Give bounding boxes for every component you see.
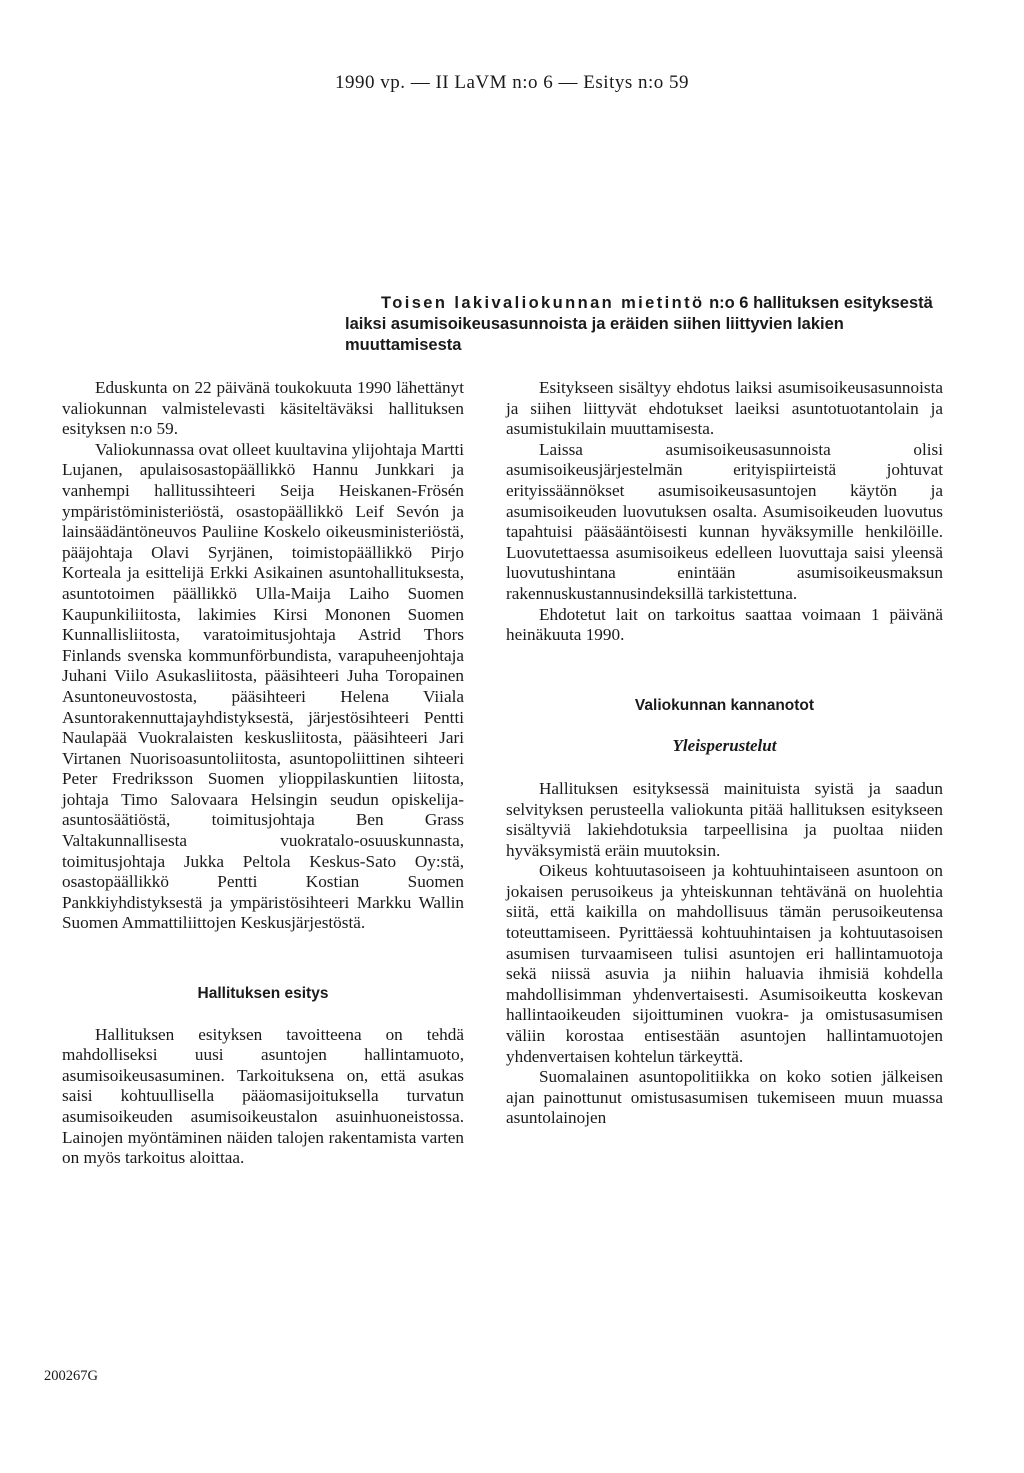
paragraph: Valiokunnassa ovat olleet kuultavina ylijohtaja Martti Lujanen, apulaisosastopäällikkö Hannu Junkkari ja vanhempi hallitussihteeri Seija Heiskanen-Frösén ympäristöministeriöstä, osastopäällikkö Leif Sevón ja lainsäädäntöneuvos Pauliine Koskelo oikeusministeriöstä, pääjohtaja Olavi Syrjänen, toimistopäällikkö Pirjo Korteala ja esittelijä Erkki Asikainen asuntohallituksesta, asuntotoimen päällikkö Ulla-Maija Laiho Suomen Kaupunkiliitosta, lakimies Kirsi Mononen Suomen Kunnallisliitosta, varatoimitusjohtaja Astrid Thors Finlands svenska kommunförbundista, varapuheenjohtaja Juhani Viilo Asukasliitosta, pääsihteeri Juha Toropainen Asuntoneuvostosta, pääsihteeri Helena Viiala Asuntorakennuttajayhdistyksestä, järjestösihteeri Pentti Naulapää Vuokralaisten keskusliitosta, pääsihteeri Jari Virtanen Nuorisoasuntoliitosta, asuntopoliittinen sihteeri Peter Fredriksson Suomen ylioppilaskuntien liitosta, johtaja Timo Salovaara Helsingin seudun opiskelija-asuntosäätiöstä, toimitusjohtaja Ben Grass Valtakunnallisesta vuokratalo-osuuskunnasta, toimitusjohtaja Jukka Peltola Keskus-Sato Oy:stä, osastopäällikkö Pentti Kostian Suomen Pankkiyhdistyksestä ja ympäristösihteeri Markku Wallin Suomen Ammattiliittojen Keskusjärjestöstä. bbox=[62, 439, 464, 933]
document-title bbox=[345, 293, 955, 356]
sub-heading-yleisperustelut: Yleisperustelut bbox=[672, 736, 777, 756]
document-title-lead: Toisen lakivaliokunnan mietintö bbox=[381, 294, 705, 312]
paragraph: Esitykseen sisältyy ehdotus laiksi asumisoikeusasunnoista ja siihen liittyvät ehdotukset laeiksi asuntotuotantolain ja asumistukilain muuttamisesta. bbox=[506, 378, 943, 439]
paragraph: Hallituksen esityksessä mainituista syistä ja saadun selvityksen perusteella valiokunta pitää hallituksen esitykseen sisältyviä lakiehdotuksia tarpeellisina ja puoltaa niiden hyväksymistä eräin muutoksin. bbox=[506, 778, 943, 860]
paragraph: Eduskunta on 22 päivänä toukokuuta 1990 lähettänyt valiokunnan valmistelevasti käsiteltäväksi hallituksen esityksen n:o 59. bbox=[62, 378, 464, 439]
paragraph: Hallituksen esityksen tavoitteena on tehdä mahdolliseksi uusi asuntojen hallintamuoto, asumisoikeusasuminen. Tarkoituksena on, että asukas saisi kohtuullisella pääomasijoituksella turvatun asumisoikeuden asumisoikeustalon asuinhuoneistossa. Lainojen myöntäminen näiden talojen rakentamista varten on myös tarkoitus aloittaa. bbox=[62, 1024, 464, 1168]
right-column bbox=[506, 378, 943, 1129]
section-heading-hallituksen-esitys: Hallituksen esitys bbox=[197, 985, 329, 1003]
paragraph: Ehdotetut lait on tarkoitus saattaa voimaan 1 päivänä heinäkuuta 1990. bbox=[506, 604, 943, 645]
document-title-rest: n:o 6 hallituksen esityksestä laiksi asumisoikeusasunnoista ja eräiden siihen liittyvien lakien muuttamisesta bbox=[345, 294, 933, 354]
left-column bbox=[62, 378, 464, 1169]
footer-code: 200267G bbox=[44, 1368, 98, 1384]
paragraph: Laissa asumisoikeusasunnoista olisi asumisoikeusjärjestelmän erityispiirteistä johtuvat erityissäännökset asumisoikeusasuntojen käytön ja asumisoikeuden luovutuksen osalta. Asumisoikeuden luovutus tapahtuisi pääsääntöisesti kunnan hyväksymille henkilöille. Luovutettaessa asumisoikeus edelleen luovuttaja saisi yleensä luovutushintana enintään asumisoikeusmaksun rakennuskustannusindeksillä tarkistettuna. bbox=[506, 439, 943, 603]
paragraph: Oikeus kohtuutasoiseen ja kohtuuhintaiseen asuntoon on jokaisen perusoikeus ja yhteiskunnan tehtävänä on huolehtia siitä, että kaikilla on mahdollisuus tämän perusoikeutensa toteuttamiseen. Pyrittäessä kohtuuhintaisen ja kohtuutasoisen asumisen turvaamiseen tulisi asuntojen eri hallintamuotoja sekä niissä asuvia ja niihin haluavia ihmisiä kohdella mahdollisimman yhdenvertaisesti. Asumisoikeutta koskevan hallintaoikeuden sijoittuminen vuokra- ja omistusasumisen väliin korostaa entisestään asuntojen hallintamuotojen yhdenvertaisen kohtelun tärkeyttä. bbox=[506, 861, 943, 1066]
paragraph: Suomalainen asuntopolitiikka on koko sotien jälkeisen ajan painottunut omistusasumisen tukemiseen muun muassa asuntolainojen bbox=[506, 1067, 943, 1128]
page-header: 1990 vp. — II LaVM n:o 6 — Esitys n:o 59 bbox=[334, 72, 690, 93]
section-heading-valiokunnan-kannanotot: Valiokunnan kannanotot bbox=[634, 696, 815, 714]
